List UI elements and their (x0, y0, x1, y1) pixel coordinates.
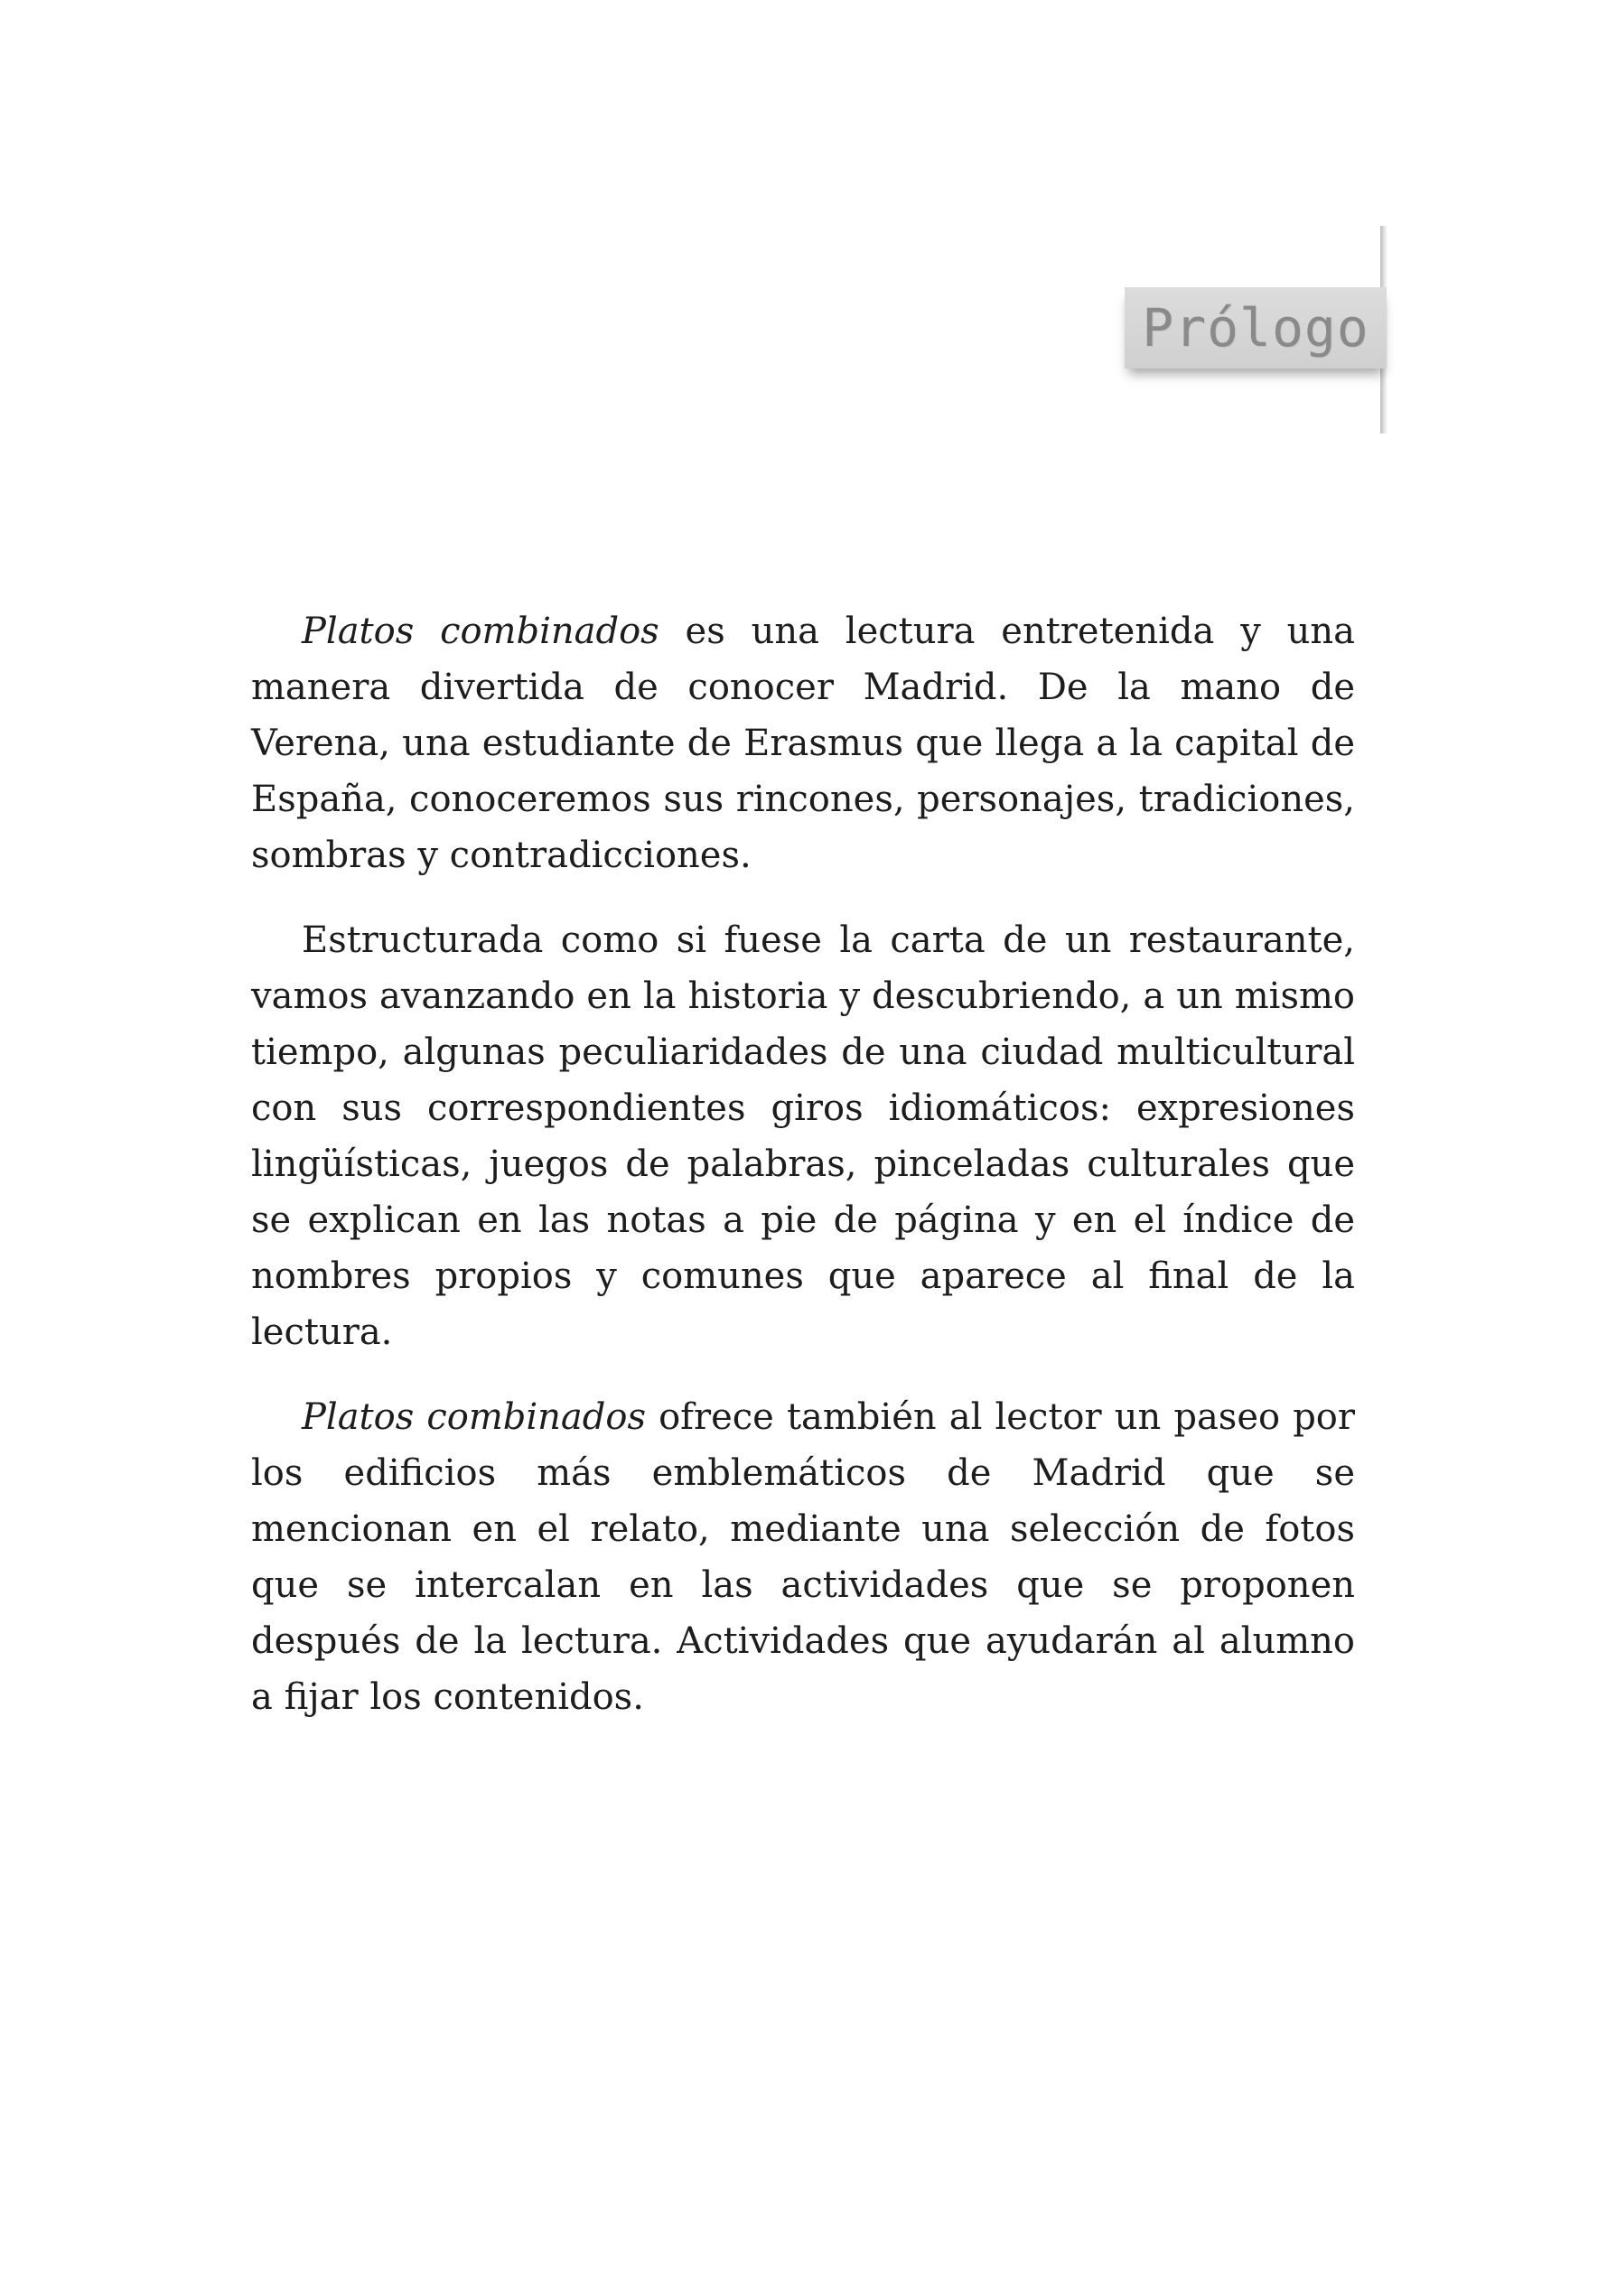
paragraph-text: Estructurada como si fuese la carta de un restaurante, vamos avanzando en la historia y descubriendo, a un mismo tiempo, algunas peculiaridades de una ciudad multicultural con sus correspondientes giros idiomáticos: expresiones lingüísticas, juegos de palabras, pinceladas culturales que se explican en las notas a pie de página y en el índice de nombres propios y comunes que aparece al final de la lectura. (251, 919, 1355, 1353)
prologue-body (251, 603, 1355, 1754)
paragraph-1 (251, 603, 1355, 883)
paragraph-2 (251, 912, 1355, 1360)
paragraph-text: es una lectura entretenida y una manera divertida de conocer Madrid. De la mano de Verena, una estudiante de Erasmus que llega a la capital de España, conoceremos sus rincones, personajes, tradiciones, sombras y contradicciones. (251, 611, 1355, 876)
section-tab (1125, 287, 1387, 369)
book-title-italic: Platos combinados (302, 611, 659, 652)
book-title-italic: Platos combinados (302, 1396, 646, 1438)
paragraph-text: ofrece también al lector un paseo por los edificios más emblemáticos de Madrid que se mencionan en el relato, mediante una selección de fotos que se intercalan en las actividades que se proponen después de la lectura. Actividades que ayudarán al alumno a fijar los contenidos. (251, 1396, 1355, 1718)
section-title: Prólogo (1142, 297, 1369, 359)
paragraph-3 (251, 1389, 1355, 1725)
